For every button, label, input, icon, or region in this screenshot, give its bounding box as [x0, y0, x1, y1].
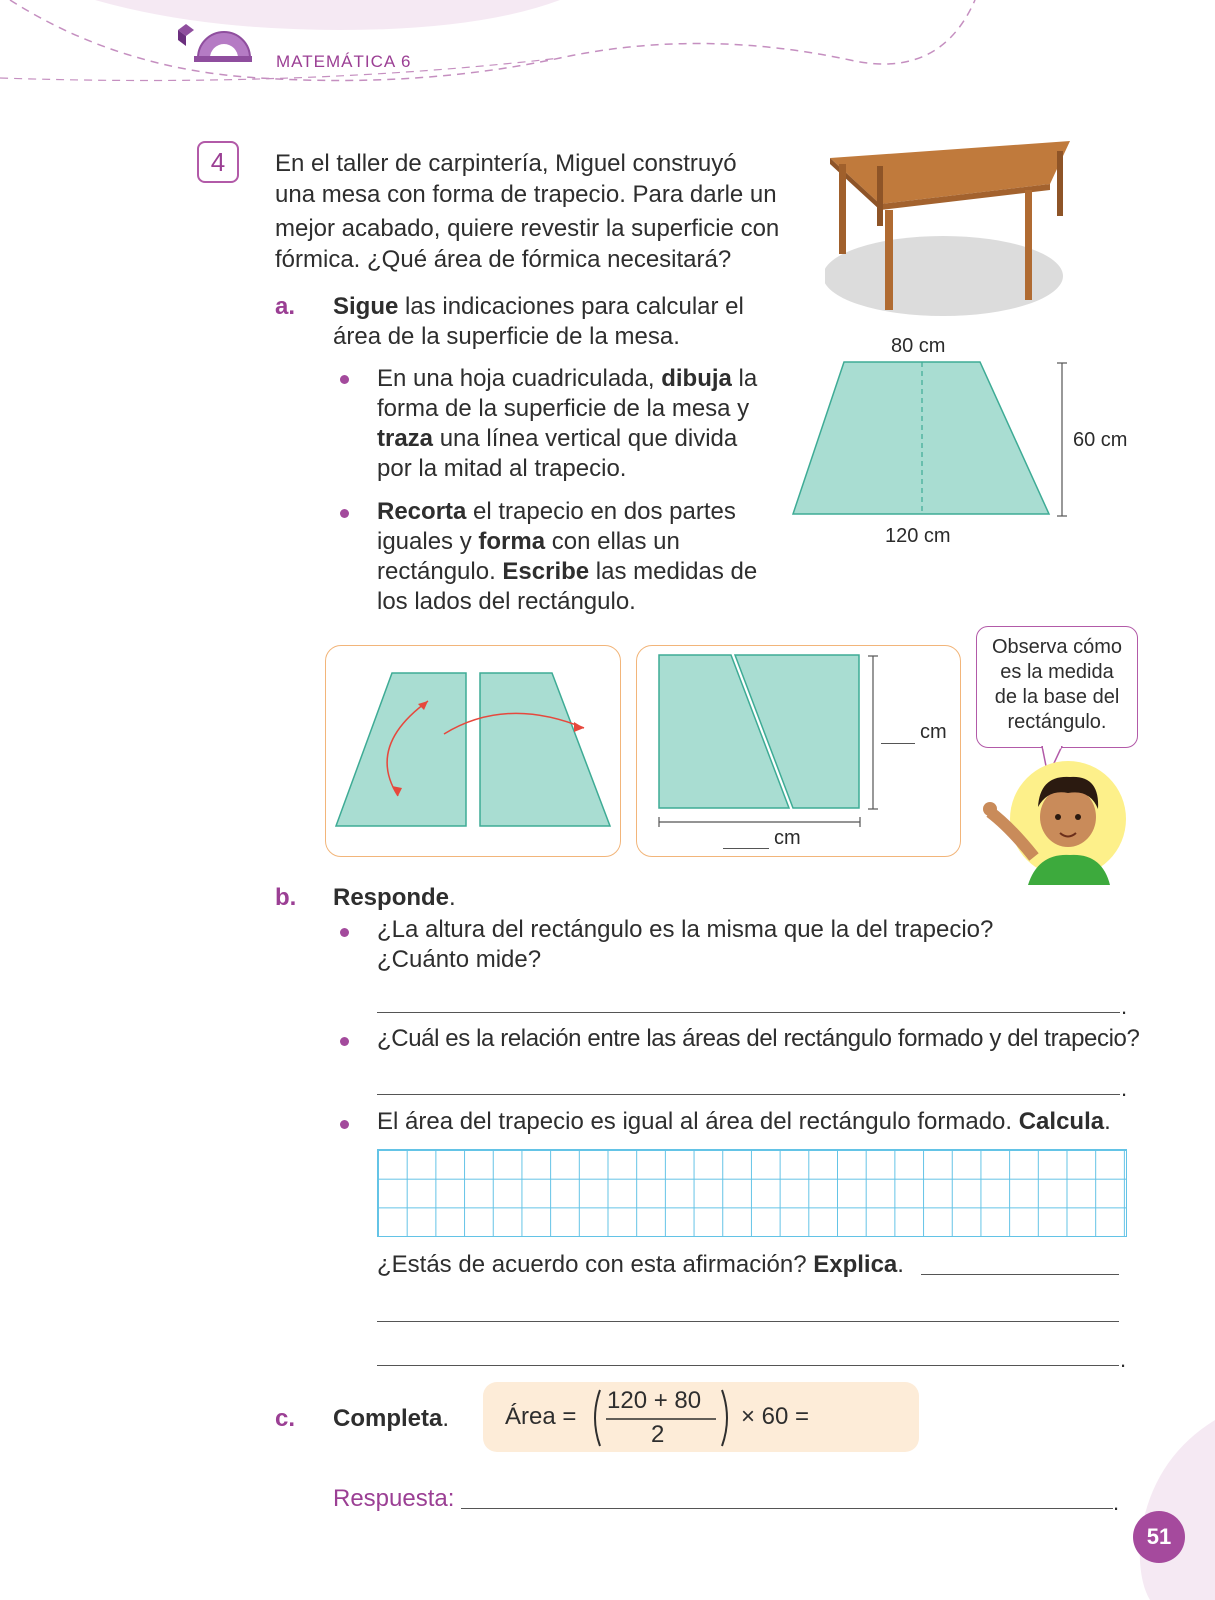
problem-intro-line-4: fórmica. ¿Qué área de fórmica necesitará?	[275, 246, 732, 273]
cut-pieces-drawing	[326, 646, 622, 858]
rectangle-base-blank[interactable]	[723, 848, 769, 849]
rectangle-panel	[636, 645, 961, 857]
bullet-a1	[340, 375, 349, 384]
question-2: ¿Cuál es la relación entre las áreas del rectángulo formado y del trapecio?	[377, 1025, 1140, 1052]
part-b-period: .	[449, 884, 456, 911]
part-c-heading	[333, 1404, 449, 1434]
trapezoid-diagram	[785, 355, 1075, 525]
bullet-a2-verb-3: Escribe	[502, 558, 590, 585]
bullet-a1-post-2: una línea vertical que divida	[433, 425, 738, 452]
question-1-line-1: ¿La altura del rectángulo es la misma que la del trapecio?	[377, 916, 994, 943]
part-c-letter: c.	[275, 1405, 296, 1432]
formula-numerator: 120 + 80	[607, 1387, 702, 1414]
bullet-b1	[340, 928, 349, 937]
hint-line-1: Observa cómo	[991, 636, 1123, 658]
bullet-a2-pre-3: rectángulo.	[377, 558, 503, 585]
page-corner-decoration	[1120, 1420, 1215, 1600]
question-3	[377, 1107, 1111, 1137]
calculation-grid[interactable]	[377, 1149, 1127, 1237]
part-b-letter: b.	[275, 884, 297, 911]
answer-line-1-period: .	[1121, 994, 1128, 1019]
area-formula-box	[483, 1382, 919, 1452]
part-a-text-1: las indicaciones para calcular el	[398, 293, 744, 320]
hint-line-4: rectángulo.	[1007, 711, 1107, 733]
explain-line-1[interactable]	[921, 1274, 1119, 1275]
problem-intro-line-3: mejor acabado, quiere revestir la superficie con	[275, 215, 780, 242]
bullet-a1-pre: En una hoja cuadriculada,	[377, 365, 662, 392]
formula-lhs: Área =	[505, 1403, 577, 1430]
part-a-instruction-line-2: área de la superficie de la mesa.	[333, 323, 680, 350]
bullet-a2-pre-2: iguales y	[377, 528, 479, 555]
bullet-a1-post: la	[731, 365, 758, 392]
problem-number	[197, 141, 239, 183]
part-a-instruction-line-1	[333, 292, 744, 322]
question-4-text: ¿Estás de acuerdo con esta afirmación?	[377, 1251, 814, 1278]
bullet-a2-line-4: los lados del rectángulo.	[377, 588, 636, 615]
hint-line-2: es la medida	[1000, 661, 1114, 683]
part-b-heading	[333, 883, 456, 913]
bullet-a1-verb: dibuja	[661, 365, 732, 392]
problem-number-text: 4	[210, 146, 226, 177]
trapezoid-bottom-label: 120 cm	[885, 525, 951, 547]
question-4	[377, 1250, 904, 1280]
bullet-a2-line-3	[377, 557, 757, 587]
answer-line-2-period: .	[1121, 1076, 1128, 1101]
answer-line-final-period: .	[1113, 1490, 1120, 1515]
rectangle-height-blank[interactable]	[881, 743, 915, 744]
explain-line-3-period: .	[1120, 1347, 1127, 1372]
hint-speech-bubble	[976, 626, 1138, 748]
question-4-verb: Explica	[813, 1251, 898, 1278]
hint-line-3: de la base del	[994, 686, 1120, 708]
part-a-verb: Sigue	[333, 293, 399, 320]
formula-denominator: 2	[651, 1421, 665, 1448]
bullet-a1-line-1	[377, 364, 757, 394]
answer-line-2[interactable]	[377, 1094, 1120, 1095]
bullet-a2-post-2: con ellas un	[545, 528, 680, 555]
bullet-a2-verb: Recorta	[377, 498, 467, 525]
question-3-period: .	[1104, 1108, 1111, 1135]
boy-character-illustration	[980, 757, 1130, 885]
bullet-a1-line-3	[377, 424, 737, 454]
rectangle-height-unit: cm	[920, 721, 947, 743]
bullet-b2	[340, 1037, 349, 1046]
bullet-a2-line-2	[377, 527, 680, 557]
answer-label: Respuesta:	[333, 1485, 455, 1512]
formula-rhs: × 60 =	[741, 1403, 810, 1430]
problem-intro-line-2: una mesa con forma de trapecio. Para darle un	[275, 181, 777, 208]
bullet-a1-verb-2: traza	[377, 425, 434, 452]
geometry-tools-icon	[172, 20, 256, 66]
question-3-text: El área del trapecio es igual al área del rectángulo formado.	[377, 1108, 1019, 1135]
question-3-verb: Calcula	[1018, 1108, 1105, 1135]
answer-line-final[interactable]	[461, 1508, 1113, 1509]
part-c-verb: Completa	[333, 1405, 443, 1432]
bullet-a1-line-2: forma de la superficie de la mesa y	[377, 395, 750, 422]
explain-line-3[interactable]	[377, 1365, 1119, 1366]
page-number-text: 51	[1146, 1524, 1172, 1549]
bullet-a2-post-3: las medidas de	[589, 558, 758, 585]
trapezoid-top-label: 80 cm	[891, 335, 946, 357]
bullet-a2-line-1	[377, 497, 736, 527]
explain-line-2[interactable]	[377, 1321, 1119, 1322]
part-c-period: .	[442, 1405, 450, 1432]
part-b-verb: Responde	[333, 884, 450, 911]
trapezoid-height-label: 60 cm	[1073, 429, 1128, 451]
bullet-a2-verb-2: forma	[478, 528, 546, 555]
bullet-b3	[340, 1120, 349, 1129]
answer-line-1[interactable]	[377, 1012, 1120, 1013]
problem-intro-line-1: En el taller de carpintería, Miguel construyó	[275, 150, 737, 177]
question-1-line-2: ¿Cuánto mide?	[377, 946, 542, 973]
header-title: MATEMÁTICA 6	[276, 52, 412, 71]
question-4-period: .	[897, 1251, 904, 1278]
page-number	[1133, 1511, 1185, 1563]
trapezoid-table-illustration	[825, 136, 1085, 326]
bullet-a2-post: el trapecio en dos partes	[466, 498, 736, 525]
part-a-letter: a.	[275, 293, 296, 320]
cut-pieces-panel	[325, 645, 621, 857]
bullet-a1-line-4: por la mitad al trapecio.	[377, 455, 627, 482]
bullet-a2	[340, 509, 349, 518]
rectangle-base-unit: cm	[774, 827, 801, 849]
